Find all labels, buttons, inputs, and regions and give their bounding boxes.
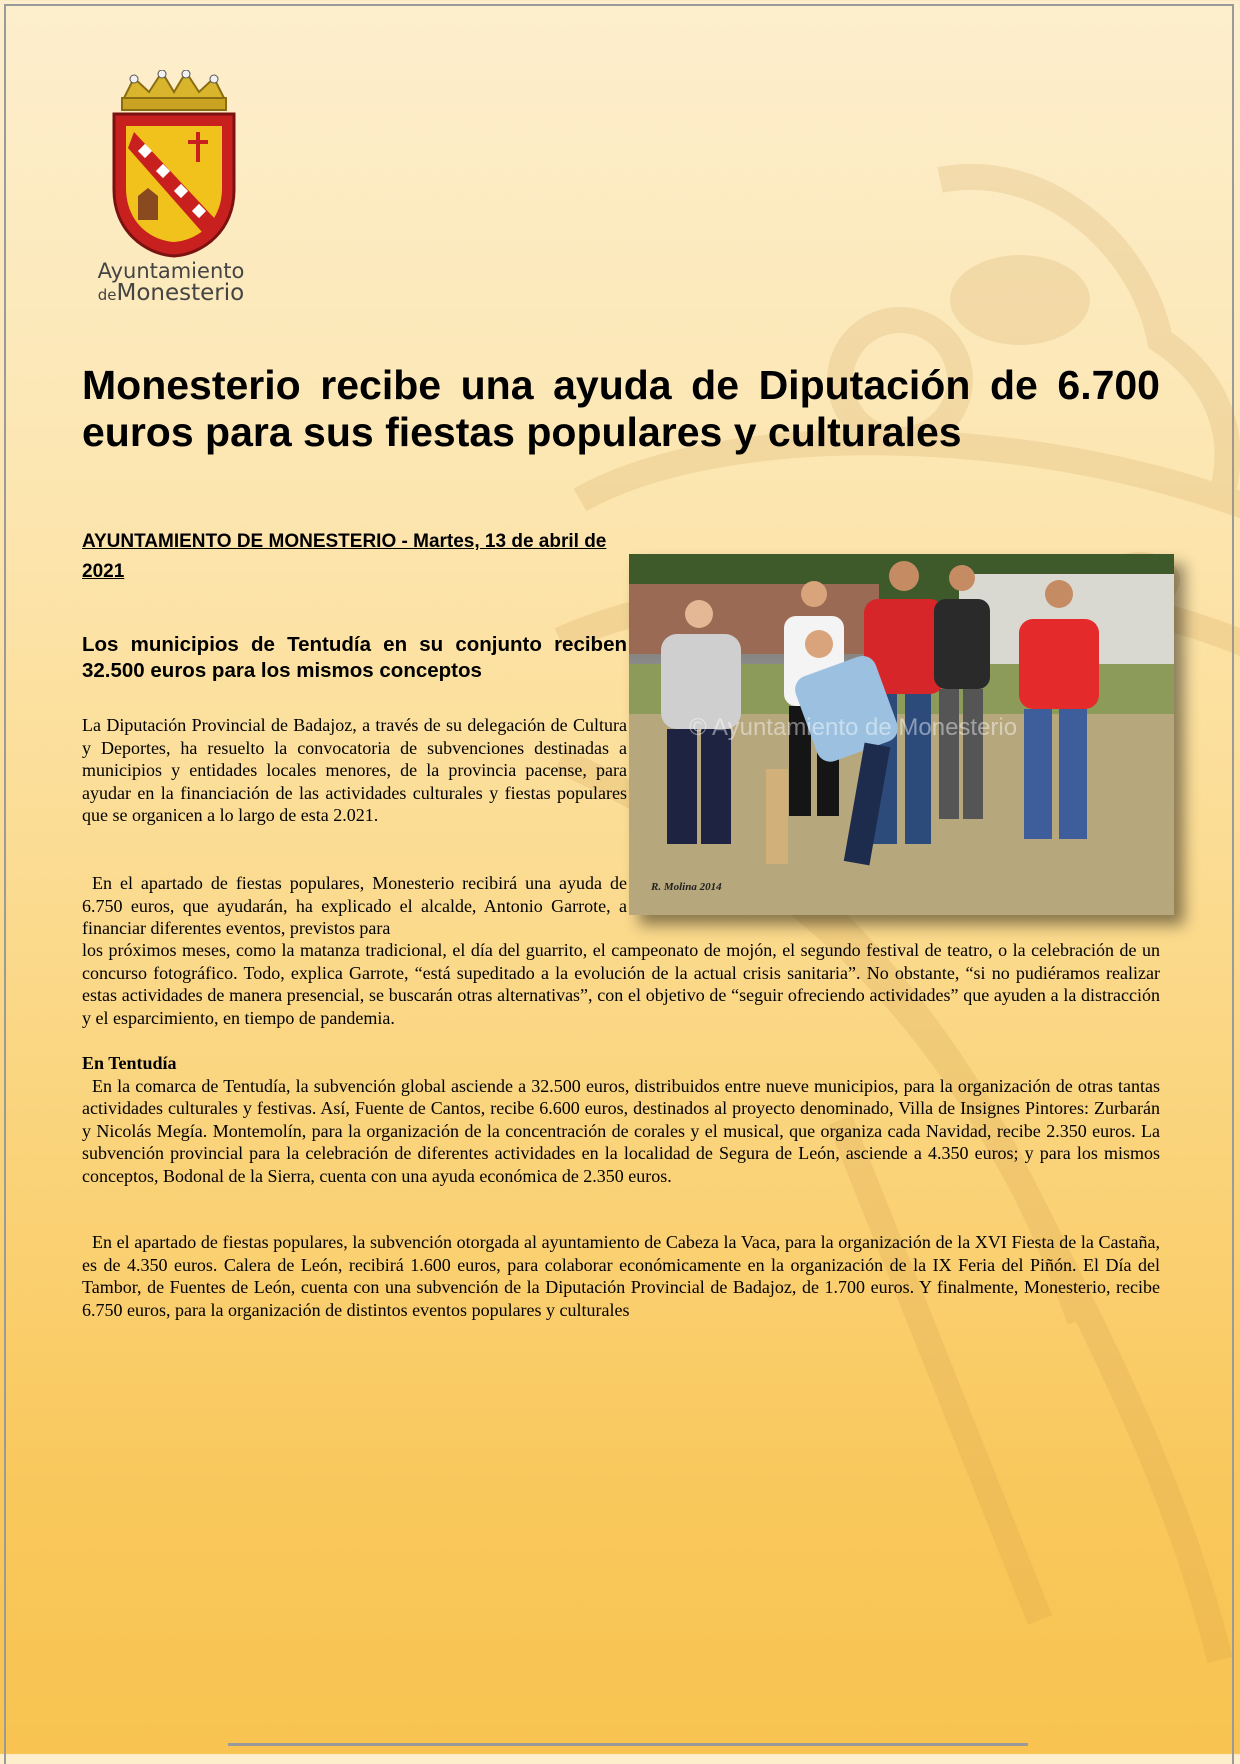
article-dateline: AYUNTAMIENTO DE MONESTERIO - Martes, 13 de abril de 2021 <box>82 531 607 582</box>
paragraph-tentudia: En la comarca de Tentudía, la subvención global asciende a 32.500 euros, distribuidos entre nueve municipios, para la organización de otras tantas actividades culturales y festivas. Así, Fuente de Cantos, recibe 6.600 euros, destinados al proyecto denominado, Villa de Insignes Pintores: Zurbarán y Nicolás Megía. Montemolín, para la organización de la concentración de corales y el musical, que organiza cada Navidad, recibe 2.350 euros. La subvención provincial para la celebración de diferentes actividades en la localidad de Segura de León, asciende a 4.350 euros; y para los mismos conceptos, Bodonal de la Sierra, cuenta con una ayuda económica de 2.350 euros. <box>82 1075 1160 1186</box>
photo-watermark: © Ayuntamiento de Monesterio <box>689 714 1018 741</box>
article-headline: Monesterio recibe una ayuda de Diputación de 6.700 euros para sus fiestas populares y culturales <box>82 362 1160 455</box>
article-subheadline: Los municipios de Tentudía en su conjunto reciben 32.500 euros para los mismos conceptos <box>82 633 627 682</box>
logo-text-monesterio: deMonesterio <box>97 280 245 306</box>
logo-text-ayuntamiento: Ayuntamiento <box>97 259 245 283</box>
article-photo <box>629 554 1174 915</box>
coat-of-arms-icon <box>104 70 244 260</box>
section-title: En Tentudía <box>82 1053 177 1073</box>
paragraph-fiestas-populares: En el apartado de fiestas populares, la subvención otorgada al ayuntamiento de Cabeza la Vaca, para la organización de la XVI Fiesta de la Castaña, es de 4.350 euros. Calera de León, recibirá 1.600 euros, para colaborar económicamente en la organización de la IX Feria del Piñón. El Día del Tambor, de Fuentes de León, cuenta con una subvención de la Diputación Provincial de Badajoz, de 1.700 euros. Y finalmente, Monesterio, recibe 6.750 euros, para la organización de distintos eventos populares y culturales <box>82 1232 1160 1320</box>
section-tentudia <box>82 1052 1160 1187</box>
paragraph-intro: La Diputación Provincial de Badajoz, a través de su delegación de Cultura y Deportes, ha resuelto la convocatoria de subvenciones destinadas a municipios y entidades locales menores, de la provincia pacense, para ayudar en la financiación de las actividades culturales y fiestas populares que se organicen a lo largo de esta 2.021. <box>82 715 627 825</box>
municipal-logo <box>97 70 254 306</box>
photo-credit: R. Molina 2014 <box>651 881 722 893</box>
paragraph-fiestas-part1: En el apartado de fiestas populares, Monesterio recibirá una ayuda de 6.750 euros, que ayudarán, ha explicado el alcalde, Antonio Garrote, a financiar diferentes eventos, previstos para <box>82 873 627 938</box>
bottom-divider <box>228 1743 1028 1746</box>
paragraph-fiestas-part2: los próximos meses, como la matanza tradicional, el día del guarrito, el campeonato de mojón, el segundo festival de teatro, o la celebración de un concurso fotográfico. Todo, explica Garrote, “está supeditado a la evolución de la actual crisis sanitaria”. No obstante, “si no pudiéramos realizar estas actividades de manera presencial, se buscarán otras alternativas”, con el objetivo de “seguir ofreciendo actividades” que ayuden a la distracción y el esparcimiento, en tiempo de pandemia. <box>82 940 1160 1028</box>
